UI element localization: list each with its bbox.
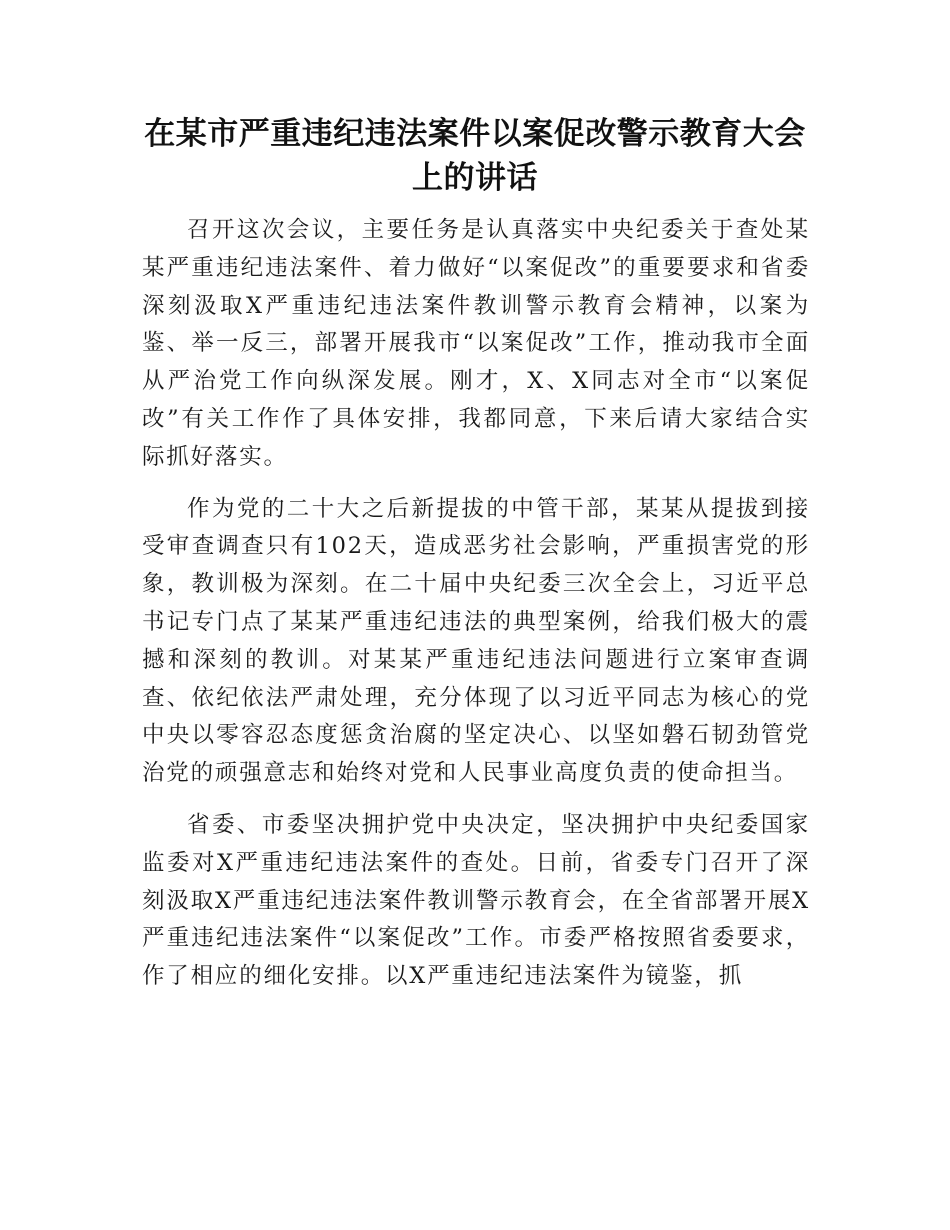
document-body xyxy=(142,212,810,1010)
paragraph-2: 作为党的二十大之后新提拔的中管干部，某某从提拔到接受审查调查只有102天，造成恶劣社会影响，严重损害党的形象，教训极为深刻。在二十届中央纪委三次全会上，习近平总书记专门点了某某严重违纪违法的典型案例，给我们极大的震撼和深刻的教训。对某某严重违纪违法问题进行立案审查调查、依纪依法严肃处理，充分体现了以习近平同志为核心的党中央以零容忍态度惩贪治腐的坚定决心、以坚如磐石韧劲管党治党的顽强意志和始终对党和人民事业高度负责的使命担当。 xyxy=(142,495,810,787)
paragraph-3: 省委、市委坚决拥护党中央决定，坚决拥护中央纪委国家监委对X严重违纪违法案件的查处。日前，省委专门召开了深刻汲取X严重违纪违法案件教训警示教育会，在全省部署开展X严重违纪违法案件“以案促改”工作。市委严格按照省委要求，作了相应的细化安排。以X严重违纪违法案件为镜鉴，抓 xyxy=(142,811,810,990)
paragraph-1: 召开这次会议，主要任务是认真落实中央纪委关于查处某某严重违纪违法案件、着力做好“以案促改”的重要要求和省委深刻汲取X严重违纪违法案件教训警示教育会精神，以案为鉴、举一反三，部署开展我市“以案促改”工作，推动我市全面从严治党工作向纵深发展。刚才，X、X同志对全市“以案促改”有关工作作了具体安排，我都同意，下来后请大家结合实际抓好落实。 xyxy=(142,217,810,470)
document-title: 在某市严重违纪违法案件以案促改警示教育大会上的讲话 xyxy=(144,116,806,196)
